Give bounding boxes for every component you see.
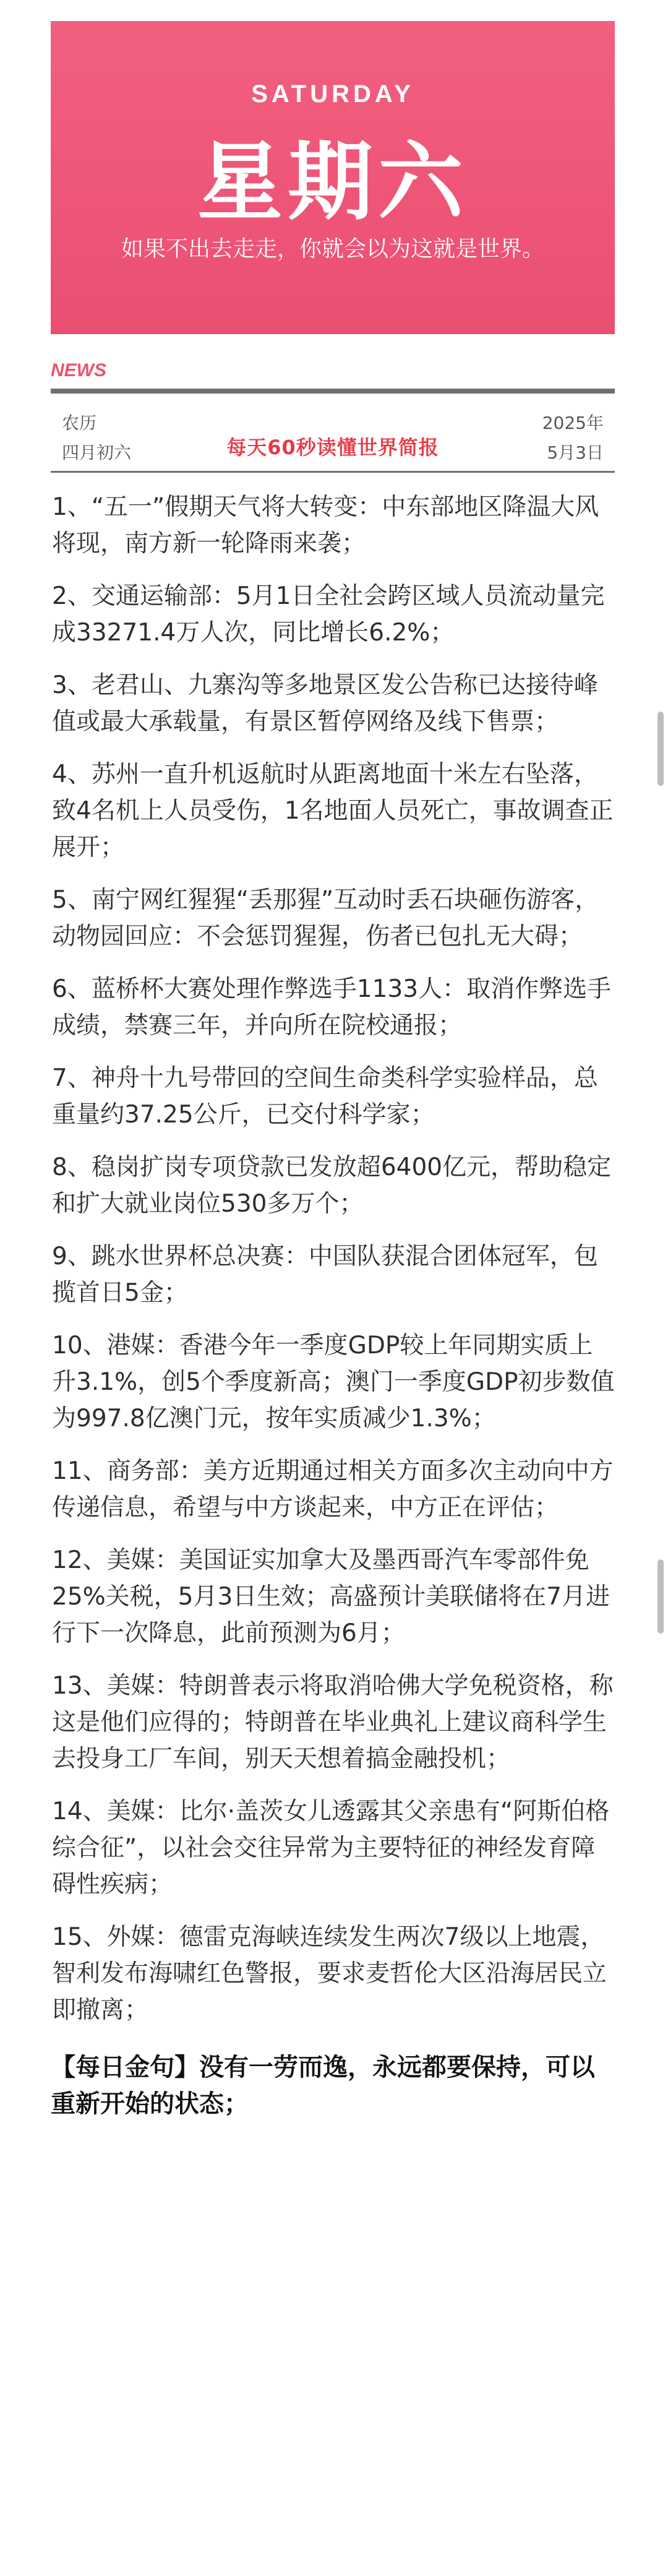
banner-quote: 如果不出去走走，你就会以为这就是世界。 xyxy=(121,236,544,262)
news-item: 8、稳岗扩岗专项贷款已发放超6400亿元，帮助稳定和扩大就业岗位530多万个； xyxy=(52,1153,612,1218)
weekday-chinese: 星期六 xyxy=(197,131,468,232)
news-item: 10、港媒：香港今年一季度GDP较上年同期实质上升3.1%，创5个季度新高；澳门一季度GDP初步数值为997.8亿澳门元，按年实质减少1.3%； xyxy=(52,1332,615,1432)
news-item: 4、苏州一直升机返航时从距离地面十米左右坠落，致4名机上人员受伤，1名地面人员死亡，事故调查正展开； xyxy=(52,760,614,861)
scrollbar-thumb[interactable] xyxy=(657,712,664,786)
news-item: 14、美媒：比尔·盖茨女儿透露其父亲患有“阿斯伯格综合征”，以社会交往异常为主要特征的神经发育障碍性疾病； xyxy=(52,1798,610,1898)
news-item: 6、蓝桥杯大赛处理作弊选手1133人：取消作弊选手成绩，禁赛三年，并向所在院校通报； xyxy=(52,975,612,1040)
date: 5月3日 xyxy=(547,442,604,463)
weekday-english: SATURDAY xyxy=(251,80,414,108)
news-item: 11、商务部：美方近期通过相关方面多次主动向中方传递信息，希望与中方谈起来，中方正在评估； xyxy=(52,1457,614,1522)
date-header xyxy=(51,401,615,469)
year: 2025年 xyxy=(542,413,604,433)
news-item: 1、“五一”假期天气将大转变：中东部地区降温大风将现，南方新一轮降雨来袭； xyxy=(52,493,599,558)
news-item: 13、美媒：特朗普表示将取消哈佛大学免税资格，称这是他们应得的；特朗普在毕业典礼上建议商科学生去投身工厂车间，别天天想着搞金融投机； xyxy=(52,1672,614,1773)
news-item: 7、神舟十九号带回的空间生命类科学实验样品，总重量约37.25公斤，已交付科学家； xyxy=(52,1064,598,1129)
news-label: NEWS xyxy=(51,360,106,381)
news-item: 12、美媒：美国证实加拿大及墨西哥汽车零部件免25%关税，5月3日生效；高盛预计美联储将在7月进行下一次降息，此前预测为6月； xyxy=(52,1546,610,1647)
header-rule-bottom xyxy=(51,471,615,473)
scrollbar-thumb-secondary[interactable] xyxy=(657,1559,664,1634)
slogan: 每天60秒读懂世界简报 xyxy=(226,436,439,459)
news-page xyxy=(51,19,615,2576)
golden-quote: 【每日金句】没有一劳而逸，永远都要保持，可以重新开始的状态； xyxy=(51,2053,595,2118)
banner xyxy=(51,21,615,334)
lunar-date: 四月初六 xyxy=(62,442,132,463)
news-item: 5、南宁网红猩猩“丢那猩”互动时丢石块砸伤游客，动物园回应：不会惩罚猩猩，伤者已包扎无大碍； xyxy=(52,886,599,950)
news-item: 2、交通运输部：5月1日全社会跨区域人员流动量完成33271.4万人次，同比增长6.2%； xyxy=(52,582,605,647)
solar-date-block xyxy=(542,408,604,468)
header-rule-top xyxy=(51,389,615,394)
news-item: 15、外媒：德雷克海峡连续发生两次7级以上地震，智利发布海啸红色警报，要求麦哲伦大区沿海居民立即撤离； xyxy=(52,1923,607,2024)
news-item: 9、跳水世界杯总决赛：中国队获混合团体冠军，包揽首日5金； xyxy=(52,1243,598,1307)
news-item: 3、老君山、九寨沟等多地景区发公告称已达接待峰值或最大承载量，有景区暂停网络及线下售票； xyxy=(52,671,598,736)
news-list xyxy=(51,489,615,2122)
lunar-label: 农历 xyxy=(62,413,97,433)
